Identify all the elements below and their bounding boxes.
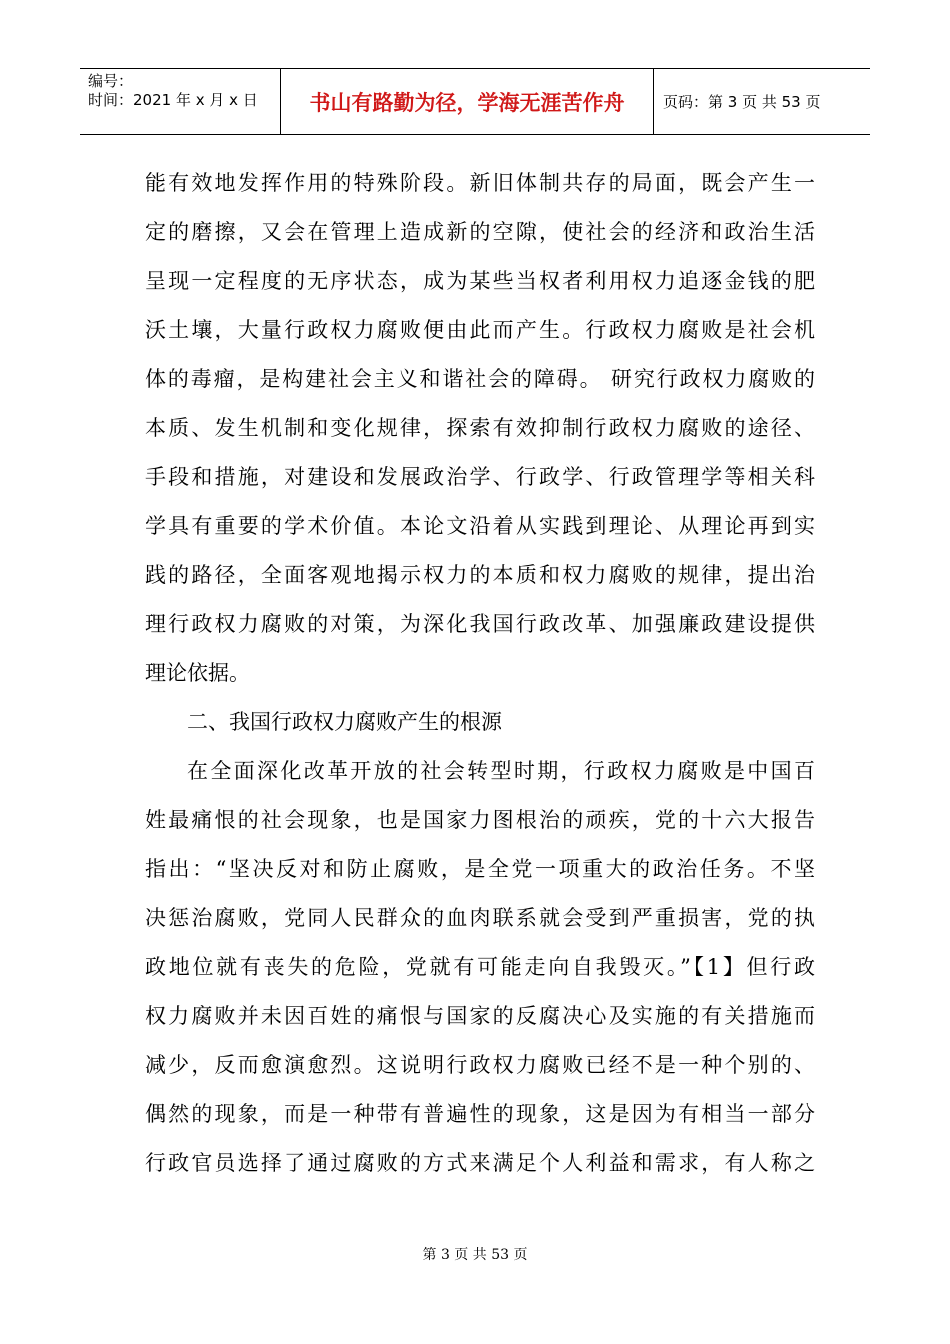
body-line: 学具有重要的学术价值。本论文沿着从实践到理论、从理论再到实 <box>145 514 815 538</box>
body-line: 决惩治腐败，党同人民群众的血肉联系就会受到严重损害，党的执 <box>145 906 815 930</box>
body-line: 理行政权力腐败的对策，为深化我国行政改革、加强廉政建设提供 <box>145 612 815 636</box>
page-header <box>80 68 870 135</box>
page-footer: 第 3 页 共 53 页 <box>422 1247 528 1263</box>
body-line: 本质、发生机制和变化规律，探索有效抑制行政权力腐败的途径、 <box>145 416 815 440</box>
body-line: 体的毒瘤，是构建社会主义和谐社会的障碍。 研究行政权力腐败的 <box>145 367 815 391</box>
body-line: 行政官员选择了通过腐败的方式来满足个人利益和需求，有人称之 <box>145 1151 815 1175</box>
body-line: 权力腐败并未因百姓的痛恨与国家的反腐决心及实施的有关措施而 <box>145 1004 815 1028</box>
body-line: 偶然的现象，而是一种带有普遍性的现象，这是因为有相当一部分 <box>145 1102 815 1126</box>
body-line: 沃土壤，大量行政权力腐败便由此而产生。行政权力腐败是社会机 <box>145 318 815 342</box>
header-meta <box>80 69 281 134</box>
body-line: 姓最痛恨的社会现象，也是国家力图根治的顽疾，党的十六大报告 <box>145 808 815 832</box>
body-line: 呈现一定程度的无序状态，成为某些当权者利用权力追逐金钱的肥 <box>145 269 815 293</box>
document-number-label: 编号： <box>88 72 134 90</box>
body-line: 理论依据。 <box>145 661 250 685</box>
body-line: 指出：“坚决反对和防止腐败，是全党一项重大的政治任务。不坚 <box>145 857 815 881</box>
document-body <box>145 159 815 1188</box>
body-line: 践的路径，全面客观地揭示权力的本质和权力腐败的规律，提出治 <box>145 563 815 587</box>
body-line: 减少，反而愈演愈烈。这说明行政权力腐败已经不是一种个别的、 <box>145 1053 815 1077</box>
body-line: 在全面深化改革开放的社会转型时期，行政权力腐败是中国百 <box>187 759 815 783</box>
section-heading: 二、我国行政权力腐败产生的根源 <box>187 710 502 734</box>
body-line: 能有效地发挥作用的特殊阶段。新旧体制共存的局面，既会产生一 <box>145 171 815 195</box>
body-line: 手段和措施，对建设和发展政治学、行政学、行政管理学等相关科 <box>145 465 815 489</box>
header-motto: 书山有路勤为径，学海无涯苦作舟 <box>281 69 654 134</box>
body-line: 政地位就有丧失的危险，党就有可能走向自我毁灭。”【1】但行政 <box>145 955 815 979</box>
header-page-info: 页码：第 3 页 共 53 页 <box>663 93 821 111</box>
body-line: 定的磨擦，又会在管理上造成新的空隙，使社会的经济和政治生活 <box>145 220 815 244</box>
document-date: 时间：2021 年 x 月 x 日 <box>88 91 258 109</box>
